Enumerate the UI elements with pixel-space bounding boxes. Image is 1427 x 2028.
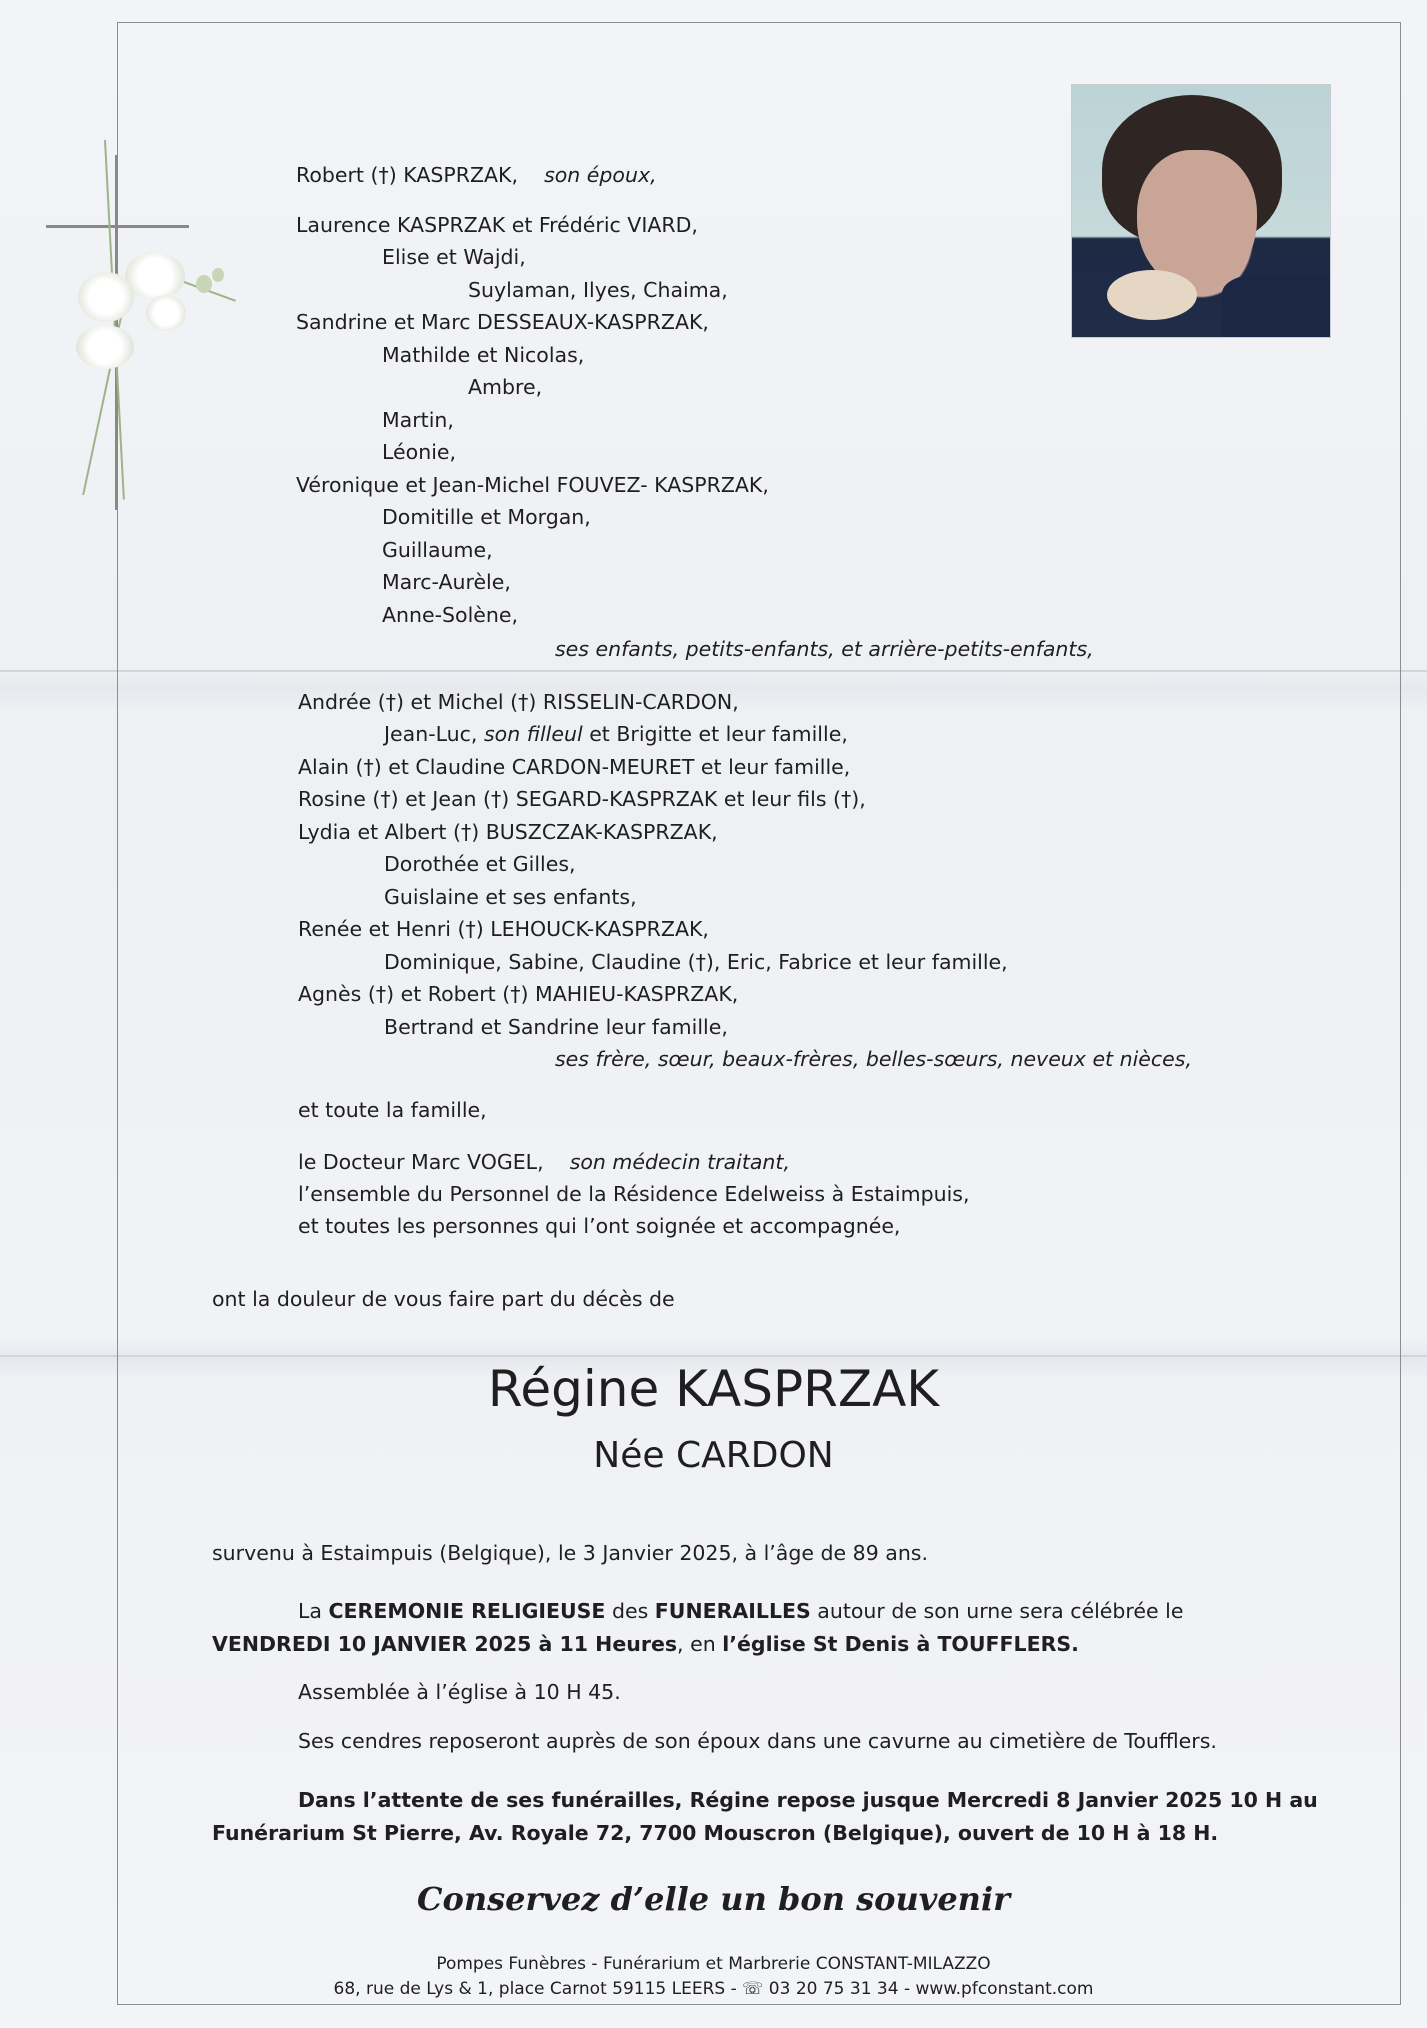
family-line: Mathilde et Nicolas, <box>382 343 585 367</box>
ceremony-line: La CEREMONIE RELIGIEUSE des FUNERAILLES autour de son urne sera célébrée le <box>298 1599 1184 1623</box>
portrait-photo <box>1071 84 1331 338</box>
family-line: Martin, <box>382 408 454 432</box>
sibling-line: Jean-Luc, son filleul et Brigitte et leur famille, <box>384 722 848 746</box>
sibling-line: Bertrand et Sandrine leur famille, <box>384 1015 728 1039</box>
sibling-line: Renée et Henri (†) LEHOUCK-KASPRZAK, <box>298 917 709 941</box>
sibling-relation: ses frère, sœur, beaux-frères, belles-sœurs, neveux et nièces, <box>555 1047 1192 1071</box>
family-line: Suylaman, Ilyes, Chaima, <box>468 278 728 302</box>
doctor-line: le Docteur Marc VOGEL, son médecin traitant, <box>298 1150 790 1174</box>
sibling-line: Rosine (†) et Jean (†) SEGARD-KASPRZAK et leur fils (†), <box>298 787 866 811</box>
family-line: Domitille et Morgan, <box>382 505 591 529</box>
family-line: Marc-Aurèle, <box>382 570 511 594</box>
sibling-line: Lydia et Albert (†) BUSZCZAK-KASPRZAK, <box>298 820 718 844</box>
ashes-line: Ses cendres reposeront auprès de son époux dans une cavurne au cimetière de Toufflers. <box>298 1729 1217 1753</box>
sibling-line: Dominique, Sabine, Claudine (†), Eric, Fabrice et leur famille, <box>384 950 1008 974</box>
footer-address: 68, rue de Lys & 1, place Carnot 59115 LEERS - ☏ 03 20 75 31 34 - www.pfconstant.com <box>333 1979 1094 1999</box>
family-line: Laurence KASPRZAK et Frédéric VIARD, <box>296 213 698 237</box>
footer-company: Pompes Funèbres - Funérarium et Marbrerie CONSTANT-MILAZZO <box>436 1954 991 1974</box>
ceremony-date-line: VENDREDI 10 JANVIER 2025 à 11 Heures, en l’église St Denis à TOUFFLERS. <box>212 1632 1079 1656</box>
family-line: Léonie, <box>382 440 457 464</box>
family-line: Guillaume, <box>382 538 493 562</box>
family-line: Anne-Solène, <box>382 603 519 627</box>
carers-line: et toutes les personnes qui l’ont soignée et accompagnée, <box>298 1214 901 1238</box>
sibling-line: Guislaine et ses enfants, <box>384 885 637 909</box>
family-line: Robert (†) KASPRZAK, son époux, <box>296 163 657 187</box>
sibling-line: Dorothée et Gilles, <box>384 852 576 876</box>
announcement-line: ont la douleur de vous faire part du décès de <box>212 1287 675 1311</box>
staff-line: l’ensemble du Personnel de la Résidence Edelweiss à Estaimpuis, <box>298 1182 970 1206</box>
sibling-line: Alain (†) et Claudine CARDON-MEURET et leur famille, <box>298 755 851 779</box>
sibling-line: Agnès (†) et Robert (†) MAHIEU-KASPRZAK, <box>298 982 739 1006</box>
deceased-name: Régine KASPRZAK <box>487 1360 940 1418</box>
death-details: survenu à Estaimpuis (Belgique), le 3 Janvier 2025, à l’âge de 89 ans. <box>212 1541 929 1565</box>
family-line: Véronique et Jean-Michel FOUVEZ- KASPRZAK, <box>296 473 769 497</box>
assembly-line: Assemblée à l’église à 10 H 45. <box>298 1680 621 1704</box>
rest-line: Dans l’attente de ses funérailles, Régine repose jusque Mercredi 8 Janvier 2025 10 H au <box>298 1788 1318 1812</box>
sibling-line: Andrée (†) et Michel (†) RISSELIN-CARDON, <box>298 690 739 714</box>
family-line: Ambre, <box>468 375 543 399</box>
family-line: Elise et Wajdi, <box>382 245 526 269</box>
rest-line: Funérarium St Pierre, Av. Royale 72, 7700 Mouscron (Belgique), ouvert de 10 H à 18 H. <box>212 1821 1219 1845</box>
family-line: Sandrine et Marc DESSEAUX-KASPRZAK, <box>296 310 709 334</box>
family-relation: ses enfants, petits-enfants, et arrière-petits-enfants, <box>555 637 1094 661</box>
family-line: et toute la famille, <box>298 1098 487 1122</box>
motto: Conservez d’elle un bon souvenir <box>417 1880 1010 1918</box>
birth-name: Née CARDON <box>593 1435 834 1476</box>
